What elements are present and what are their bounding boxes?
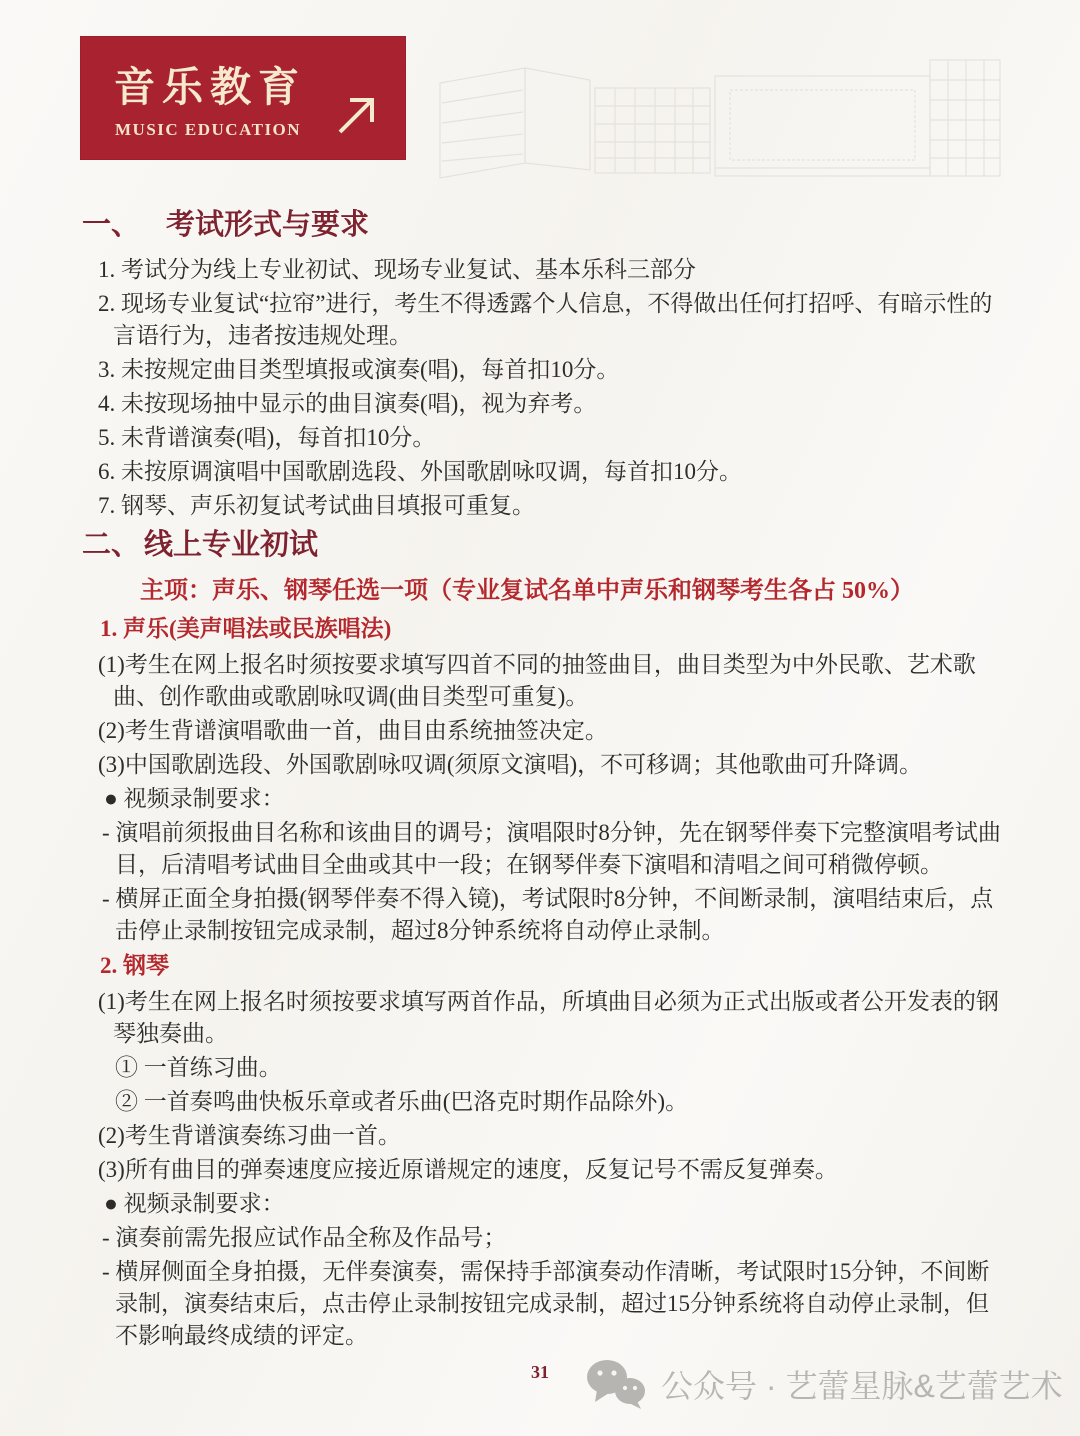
main-subject-note: 主项：声乐、钢琴任选一项（专业复试名单中声乐和钢琴考生各占 50%） xyxy=(140,578,914,604)
piano-video-item-2: - 横屏侧面全身拍摄，无伴奏演奏，需保持手部演奏动作清晰，考试限时15分钟，不间断录制，演奏结束后，点击停止录制按钮完成录制，超过15分钟系统将自动停止录制，但不影响最终成绩的评定。 xyxy=(102,1259,990,1348)
section1-item-1: 1. 考试分为线上专业初试、现场专业复试、基本乐科三部分 xyxy=(98,257,696,282)
section2-title: 线上专业初试 xyxy=(144,529,319,561)
section2-number: 二、 xyxy=(82,529,141,561)
document-content xyxy=(0,202,1080,1354)
vocal-item-2: (2)考生背谱演唱歌曲一首，曲目由系统抽签决定。 xyxy=(98,718,608,743)
music-education-banner xyxy=(80,36,406,160)
piano-video-requirements-label: ● 视频录制要求： xyxy=(104,1191,285,1216)
section1-item-5: 5. 未背谱演奏(唱)，每首扣10分。 xyxy=(98,425,436,450)
section1-heading xyxy=(82,204,1006,246)
vocal-subsection-title: 1. 声乐(美声唱法或民族唱法) xyxy=(100,616,392,641)
vocal-video-item-1: - 演唱前须报曲目名称和该曲目的调号；演唱限时8分钟，先在钢琴伴奏下完整演唱考试曲目，后清唱考试曲目全曲或其中一段；在钢琴伴奏下演唱和清唱之间可稍微停顿。 xyxy=(102,820,1001,877)
section1-item-3: 3. 未按规定曲目类型填报或演奏(唱)，每首扣10分。 xyxy=(98,357,620,382)
banner-title-cn: 音乐教育 xyxy=(114,64,306,110)
piano-item-1: (1)考生在网上报名时须按要求填写两首作品，所填曲目必须为正式出版或者公开发表的钢琴独奏曲。 xyxy=(98,989,999,1046)
vocal-item-3: (3)中国歌剧选段、外国歌剧咏叹调(须原文演唱)，不可移调；其他歌曲可升降调。 xyxy=(98,752,923,777)
vocal-video-item-2: - 横屏正面全身拍摄(钢琴伴奏不得入镜)，考试限时8分钟，不间断录制，演唱结束后，点击停止录制按钮完成录制，超过8分钟系统将自动停止录制。 xyxy=(102,886,994,943)
vocal-item-1: (1)考生在网上报名时须按要求填写四首不同的抽签曲目，曲目类型为中外民歌、艺术歌曲、创作歌曲或歌剧咏叹调(曲目类型可重复)。 xyxy=(98,652,976,709)
section1-title: 考试形式与要求 xyxy=(166,209,370,241)
page-number: 31 xyxy=(531,1362,549,1382)
section1-number: 一、 xyxy=(82,209,141,241)
piano-item-1-sub-2: ② 一首奏鸣曲快板乐章或者乐曲(巴洛克时期作品除外)。 xyxy=(115,1089,689,1114)
piano-item-3: (3)所有曲目的弹奏速度应接近原谱规定的速度，反复记号不需反复弹奏。 xyxy=(98,1157,838,1182)
section1-item-4: 4. 未按现场抽中显示的曲目演奏(唱)，视为弃考。 xyxy=(98,391,597,416)
piano-video-item-1: - 演奏前需先报应试作品全称及作品号； xyxy=(102,1225,507,1250)
section1-item-2: 2. 现场专业复试“拉帘”进行，考生不得透露个人信息，不得做出任何打招呼、有暗示性的言语行为，违者按违规处理。 xyxy=(98,291,993,348)
building-watermark-illustration xyxy=(430,28,1010,193)
vocal-video-requirements-label: ● 视频录制要求： xyxy=(104,786,285,811)
banner-title-en: MUSIC EDUCATION xyxy=(115,120,302,139)
section1-item-6: 6. 未按原调演唱中国歌剧选段、外国歌剧咏叹调，每首扣10分。 xyxy=(98,459,742,484)
arrow-up-right-icon xyxy=(332,92,380,140)
section1-item-7: 7. 钢琴、声乐初复试考试曲目填报可重复。 xyxy=(98,493,535,518)
wechat-icon xyxy=(585,1358,647,1410)
section2-heading xyxy=(82,524,1006,566)
wechat-footer xyxy=(585,1358,1063,1410)
piano-item-1-sub-1: ① 一首练习曲。 xyxy=(115,1055,282,1080)
piano-subsection-title: 2. 钢琴 xyxy=(100,953,169,978)
piano-item-2: (2)考生背谱演奏练习曲一首。 xyxy=(98,1123,401,1148)
wechat-label: 公众号 · 艺蕾星脉&艺蕾艺术 xyxy=(661,1368,1063,1404)
